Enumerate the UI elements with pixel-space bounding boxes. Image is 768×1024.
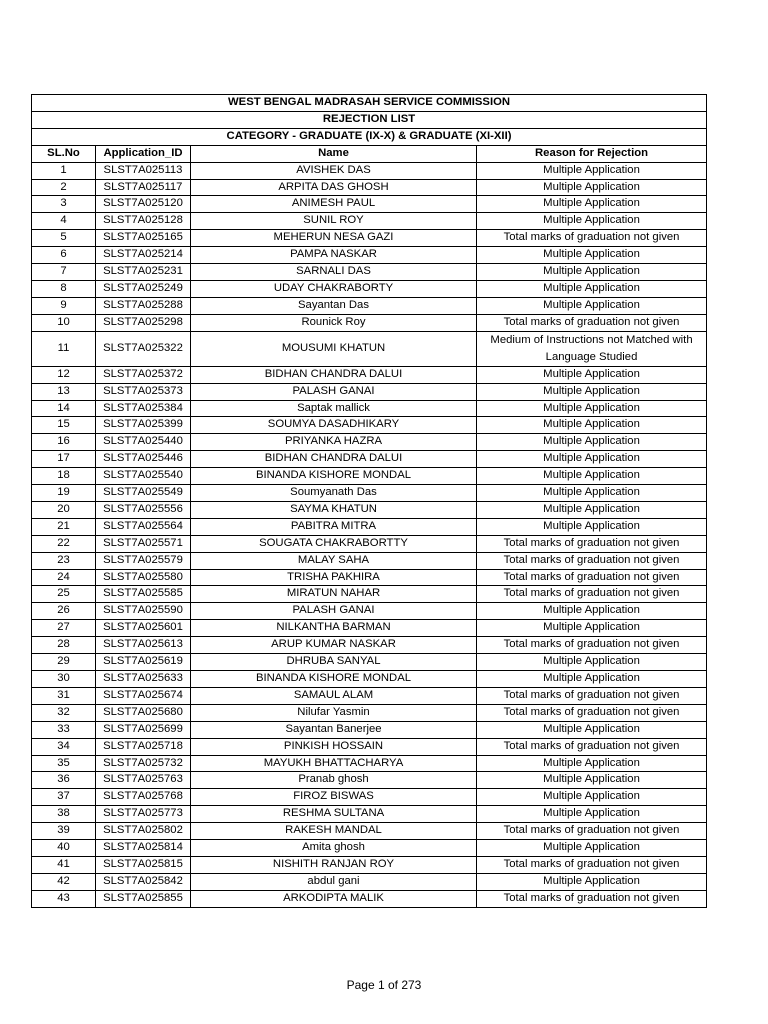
table-row — [32, 400, 707, 417]
cell-reason: Multiple Application — [477, 383, 707, 400]
table-row — [32, 738, 707, 755]
cell-reason: Multiple Application — [477, 840, 707, 857]
cell-name: RAKESH MANDAL — [191, 823, 477, 840]
cell-sl-no: 18 — [32, 468, 96, 485]
cell-name: Pranab ghosh — [191, 772, 477, 789]
cell-reason: Multiple Application — [477, 654, 707, 671]
cell-reason: Multiple Application — [477, 213, 707, 230]
cell-name: SOUGATA CHAKRABORTTY — [191, 535, 477, 552]
cell-reason: Multiple Application — [477, 179, 707, 196]
table-row — [32, 721, 707, 738]
cell-name: Soumyanath Das — [191, 485, 477, 502]
cell-name: ARUP KUMAR NASKAR — [191, 637, 477, 654]
table-row — [32, 331, 707, 366]
cell-sl-no: 21 — [32, 518, 96, 535]
page-number: Page 1 of 273 — [346, 978, 422, 992]
table-row — [32, 468, 707, 485]
cell-application-id: SLST7A025298 — [96, 314, 191, 331]
cell-application-id: SLST7A025372 — [96, 366, 191, 383]
table-row — [32, 314, 707, 331]
table-row — [32, 637, 707, 654]
cell-reason: Medium of Instructions not Matched with Language Studied — [477, 331, 707, 366]
cell-sl-no: 31 — [32, 687, 96, 704]
cell-name: abdul gani — [191, 873, 477, 890]
cell-reason: Total marks of graduation not given — [477, 890, 707, 907]
cell-reason: Multiple Application — [477, 501, 707, 518]
cell-name: PINKISH HOSSAIN — [191, 738, 477, 755]
cell-application-id: SLST7A025288 — [96, 297, 191, 314]
cell-name: MOUSUMI KHATUN — [191, 331, 477, 366]
cell-reason: Multiple Application — [477, 196, 707, 213]
column-header-application-id: Application_ID — [96, 145, 191, 162]
table-row — [32, 485, 707, 502]
cell-name: Saptak mallick — [191, 400, 477, 417]
table-row — [32, 687, 707, 704]
cell-sl-no: 10 — [32, 314, 96, 331]
table-row — [32, 823, 707, 840]
cell-sl-no: 39 — [32, 823, 96, 840]
cell-reason: Multiple Application — [477, 434, 707, 451]
cell-reason: Total marks of graduation not given — [477, 704, 707, 721]
title-row-category — [32, 128, 707, 145]
cell-sl-no: 15 — [32, 417, 96, 434]
cell-sl-no: 32 — [32, 704, 96, 721]
cell-reason: Multiple Application — [477, 772, 707, 789]
cell-sl-no: 35 — [32, 755, 96, 772]
cell-name: AVISHEK DAS — [191, 162, 477, 179]
table-row — [32, 569, 707, 586]
cell-name: Amita ghosh — [191, 840, 477, 857]
cell-name: PALASH GANAI — [191, 383, 477, 400]
cell-reason: Total marks of graduation not given — [477, 569, 707, 586]
cell-name: MIRATUN NAHAR — [191, 586, 477, 603]
table-row — [32, 856, 707, 873]
table-row — [32, 264, 707, 281]
cell-application-id: SLST7A025590 — [96, 603, 191, 620]
cell-application-id: SLST7A025763 — [96, 772, 191, 789]
cell-reason: Total marks of graduation not given — [477, 586, 707, 603]
cell-application-id: SLST7A025120 — [96, 196, 191, 213]
cell-sl-no: 27 — [32, 620, 96, 637]
cell-sl-no: 13 — [32, 383, 96, 400]
cell-application-id: SLST7A025802 — [96, 823, 191, 840]
cell-name: SUNIL ROY — [191, 213, 477, 230]
cell-sl-no: 40 — [32, 840, 96, 857]
cell-name: PAMPA NASKAR — [191, 247, 477, 264]
cell-name: TRISHA PAKHIRA — [191, 569, 477, 586]
cell-application-id: SLST7A025585 — [96, 586, 191, 603]
cell-name: BIDHAN CHANDRA DALUI — [191, 451, 477, 468]
cell-name: Rounick Roy — [191, 314, 477, 331]
cell-reason: Multiple Application — [477, 264, 707, 281]
cell-sl-no: 16 — [32, 434, 96, 451]
cell-application-id: SLST7A025214 — [96, 247, 191, 264]
table-row — [32, 654, 707, 671]
category-title: CATEGORY - GRADUATE (IX-X) & GRADUATE (XI-XII) — [32, 128, 707, 145]
cell-reason: Multiple Application — [477, 721, 707, 738]
table-row — [32, 417, 707, 434]
cell-application-id: SLST7A025549 — [96, 485, 191, 502]
cell-sl-no: 12 — [32, 366, 96, 383]
cell-application-id: SLST7A025231 — [96, 264, 191, 281]
title-row-list — [32, 111, 707, 128]
cell-name: SAYMA KHATUN — [191, 501, 477, 518]
cell-reason: Total marks of graduation not given — [477, 687, 707, 704]
cell-application-id: SLST7A025446 — [96, 451, 191, 468]
cell-reason: Multiple Application — [477, 366, 707, 383]
cell-application-id: SLST7A025732 — [96, 755, 191, 772]
table-row — [32, 280, 707, 297]
cell-sl-no: 43 — [32, 890, 96, 907]
cell-name: PRIYANKA HAZRA — [191, 434, 477, 451]
cell-reason: Total marks of graduation not given — [477, 535, 707, 552]
table-row — [32, 518, 707, 535]
cell-application-id: SLST7A025633 — [96, 671, 191, 688]
cell-application-id: SLST7A025680 — [96, 704, 191, 721]
cell-sl-no: 33 — [32, 721, 96, 738]
cell-reason: Total marks of graduation not given — [477, 552, 707, 569]
cell-application-id: SLST7A025117 — [96, 179, 191, 196]
table-row — [32, 603, 707, 620]
cell-application-id: SLST7A025564 — [96, 518, 191, 535]
title-row-commission — [32, 95, 707, 112]
cell-application-id: SLST7A025580 — [96, 569, 191, 586]
cell-name: Nilufar Yasmin — [191, 704, 477, 721]
cell-application-id: SLST7A025165 — [96, 230, 191, 247]
cell-sl-no: 20 — [32, 501, 96, 518]
cell-application-id: SLST7A025814 — [96, 840, 191, 857]
cell-reason: Multiple Application — [477, 280, 707, 297]
cell-sl-no: 6 — [32, 247, 96, 264]
table-row — [32, 552, 707, 569]
cell-sl-no: 42 — [32, 873, 96, 890]
cell-reason: Multiple Application — [477, 297, 707, 314]
cell-sl-no: 28 — [32, 637, 96, 654]
cell-reason: Multiple Application — [477, 247, 707, 264]
cell-name: FIROZ BISWAS — [191, 789, 477, 806]
table-row — [32, 535, 707, 552]
table-row — [32, 162, 707, 179]
cell-sl-no: 9 — [32, 297, 96, 314]
cell-reason: Multiple Application — [477, 806, 707, 823]
list-title: REJECTION LIST — [32, 111, 707, 128]
cell-sl-no: 2 — [32, 179, 96, 196]
cell-reason: Total marks of graduation not given — [477, 230, 707, 247]
cell-reason: Multiple Application — [477, 671, 707, 688]
cell-application-id: SLST7A025815 — [96, 856, 191, 873]
cell-name: Sayantan Das — [191, 297, 477, 314]
cell-sl-no: 4 — [32, 213, 96, 230]
cell-application-id: SLST7A025855 — [96, 890, 191, 907]
table-row — [32, 297, 707, 314]
cell-sl-no: 1 — [32, 162, 96, 179]
table-row — [32, 671, 707, 688]
cell-application-id: SLST7A025128 — [96, 213, 191, 230]
cell-reason: Total marks of graduation not given — [477, 738, 707, 755]
table-row — [32, 772, 707, 789]
cell-sl-no: 19 — [32, 485, 96, 502]
cell-application-id: SLST7A025579 — [96, 552, 191, 569]
cell-application-id: SLST7A025571 — [96, 535, 191, 552]
cell-name: BIDHAN CHANDRA DALUI — [191, 366, 477, 383]
cell-application-id: SLST7A025768 — [96, 789, 191, 806]
column-header-reason: Reason for Rejection — [477, 145, 707, 162]
cell-reason: Multiple Application — [477, 400, 707, 417]
cell-name: UDAY CHAKRABORTY — [191, 280, 477, 297]
table-row — [32, 789, 707, 806]
table-row — [32, 806, 707, 823]
cell-application-id: SLST7A025399 — [96, 417, 191, 434]
cell-reason: Multiple Application — [477, 873, 707, 890]
cell-reason: Total marks of graduation not given — [477, 856, 707, 873]
cell-application-id: SLST7A025718 — [96, 738, 191, 755]
table-row — [32, 179, 707, 196]
rejection-list-table — [31, 94, 707, 908]
cell-sl-no: 24 — [32, 569, 96, 586]
cell-application-id: SLST7A025249 — [96, 280, 191, 297]
cell-name: BINANDA KISHORE MONDAL — [191, 468, 477, 485]
cell-reason: Multiple Application — [477, 162, 707, 179]
cell-reason: Multiple Application — [477, 755, 707, 772]
cell-application-id: SLST7A025322 — [96, 331, 191, 366]
cell-application-id: SLST7A025373 — [96, 383, 191, 400]
cell-reason: Total marks of graduation not given — [477, 823, 707, 840]
table-row — [32, 873, 707, 890]
cell-name: MALAY SAHA — [191, 552, 477, 569]
cell-sl-no: 26 — [32, 603, 96, 620]
cell-name: ARKODIPTA MALIK — [191, 890, 477, 907]
table-row — [32, 383, 707, 400]
table-row — [32, 451, 707, 468]
table-row — [32, 704, 707, 721]
cell-reason: Multiple Application — [477, 789, 707, 806]
table-row — [32, 840, 707, 857]
table-row — [32, 890, 707, 907]
column-header-row — [32, 145, 707, 162]
cell-name: MEHERUN NESA GAZI — [191, 230, 477, 247]
cell-reason: Multiple Application — [477, 485, 707, 502]
cell-sl-no: 3 — [32, 196, 96, 213]
table-row — [32, 213, 707, 230]
commission-title: WEST BENGAL MADRASAH SERVICE COMMISSION — [32, 95, 707, 112]
cell-name: MAYUKH BHATTACHARYA — [191, 755, 477, 772]
table-row — [32, 501, 707, 518]
cell-sl-no: 23 — [32, 552, 96, 569]
cell-sl-no: 34 — [32, 738, 96, 755]
cell-application-id: SLST7A025773 — [96, 806, 191, 823]
cell-sl-no: 8 — [32, 280, 96, 297]
cell-name: NILKANTHA BARMAN — [191, 620, 477, 637]
cell-name: PALASH GANAI — [191, 603, 477, 620]
cell-name: DHRUBA SANYAL — [191, 654, 477, 671]
table-row — [32, 366, 707, 383]
cell-reason: Total marks of graduation not given — [477, 637, 707, 654]
cell-name: BINANDA KISHORE MONDAL — [191, 671, 477, 688]
cell-name: ARPITA DAS GHOSH — [191, 179, 477, 196]
cell-application-id: SLST7A025440 — [96, 434, 191, 451]
column-header-name: Name — [191, 145, 477, 162]
cell-sl-no: 5 — [32, 230, 96, 247]
cell-reason: Multiple Application — [477, 518, 707, 535]
cell-application-id: SLST7A025601 — [96, 620, 191, 637]
cell-application-id: SLST7A025699 — [96, 721, 191, 738]
cell-sl-no: 22 — [32, 535, 96, 552]
cell-name: SAMAUL ALAM — [191, 687, 477, 704]
cell-reason: Multiple Application — [477, 451, 707, 468]
table-row — [32, 196, 707, 213]
column-header-sl-no: SL.No — [32, 145, 96, 162]
cell-application-id: SLST7A025842 — [96, 873, 191, 890]
cell-sl-no: 38 — [32, 806, 96, 823]
cell-application-id: SLST7A025540 — [96, 468, 191, 485]
table-row — [32, 620, 707, 637]
cell-sl-no: 29 — [32, 654, 96, 671]
cell-reason: Multiple Application — [477, 417, 707, 434]
cell-application-id: SLST7A025384 — [96, 400, 191, 417]
cell-sl-no: 7 — [32, 264, 96, 281]
cell-name: SOUMYA DASADHIKARY — [191, 417, 477, 434]
table-row — [32, 230, 707, 247]
cell-application-id: SLST7A025113 — [96, 162, 191, 179]
cell-sl-no: 36 — [32, 772, 96, 789]
cell-reason: Multiple Application — [477, 620, 707, 637]
cell-sl-no: 14 — [32, 400, 96, 417]
cell-name: NISHITH RANJAN ROY — [191, 856, 477, 873]
cell-sl-no: 25 — [32, 586, 96, 603]
cell-name: Sayantan Banerjee — [191, 721, 477, 738]
cell-reason: Multiple Application — [477, 603, 707, 620]
table-row — [32, 586, 707, 603]
cell-name: RESHMA SULTANA — [191, 806, 477, 823]
cell-sl-no: 41 — [32, 856, 96, 873]
cell-application-id: SLST7A025556 — [96, 501, 191, 518]
cell-application-id: SLST7A025613 — [96, 637, 191, 654]
cell-name: ANIMESH PAUL — [191, 196, 477, 213]
cell-sl-no: 17 — [32, 451, 96, 468]
cell-reason: Total marks of graduation not given — [477, 314, 707, 331]
table-row — [32, 247, 707, 264]
cell-sl-no: 30 — [32, 671, 96, 688]
cell-application-id: SLST7A025674 — [96, 687, 191, 704]
cell-reason: Multiple Application — [477, 468, 707, 485]
table-row — [32, 434, 707, 451]
cell-name: PABITRA MITRA — [191, 518, 477, 535]
cell-name: SARNALI DAS — [191, 264, 477, 281]
cell-application-id: SLST7A025619 — [96, 654, 191, 671]
cell-sl-no: 37 — [32, 789, 96, 806]
cell-sl-no: 11 — [32, 331, 96, 366]
table-row — [32, 755, 707, 772]
